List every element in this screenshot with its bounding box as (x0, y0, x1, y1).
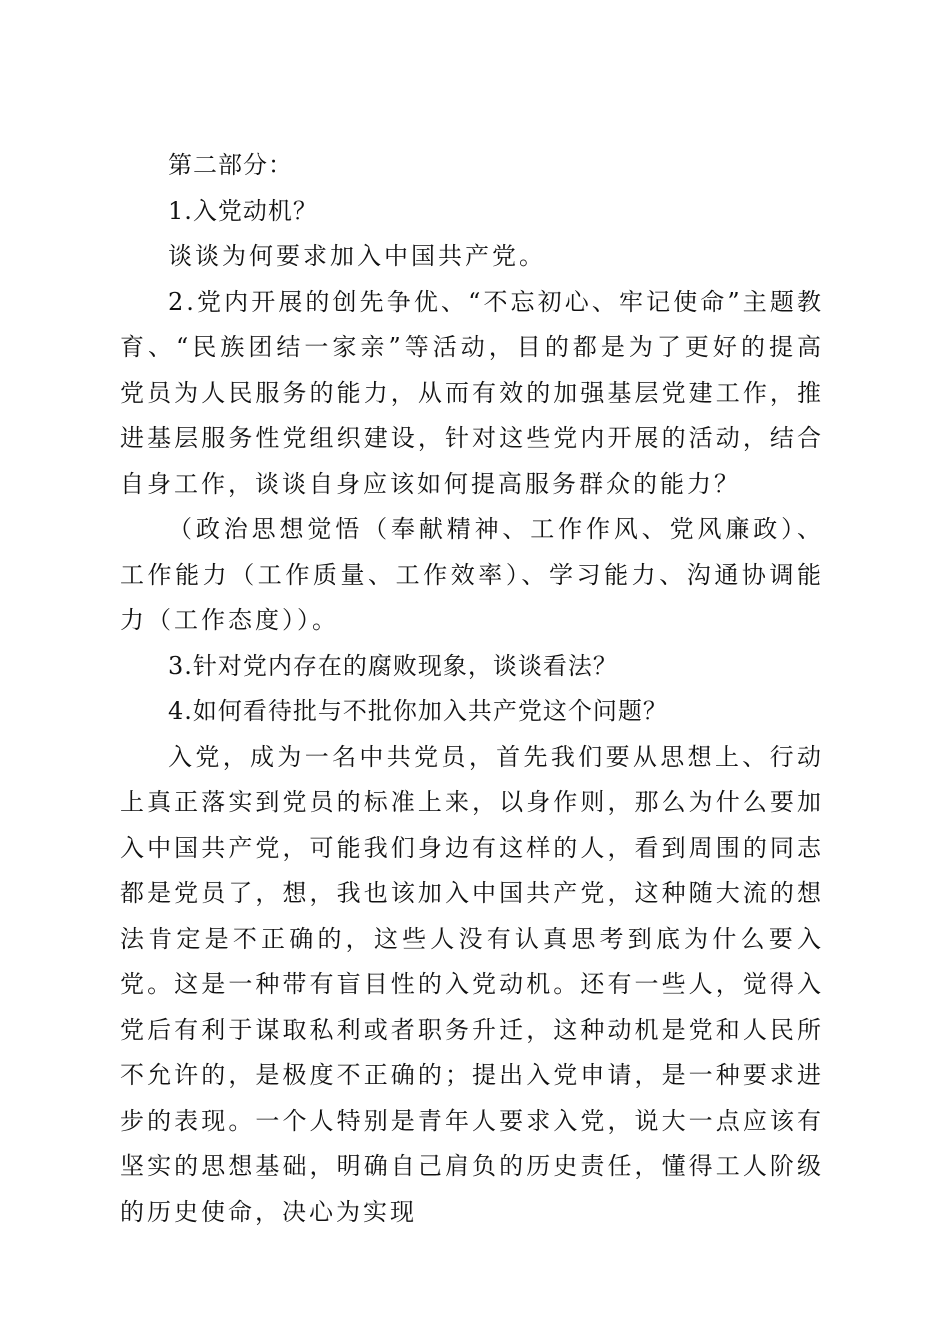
answer-paragraph: 入党，成为一名中共党员，首先我们要从思想上、行动上真正落实到党员的标准上来，以身作则，那么为什么要加入中国共产党，可能我们身边有这样的人，看到周围的同志都是党员了，想，我也该加入中国共产党，这种随大流的想法肯定是不正确的，这些人没有认真思考到底为什么要入党。这是一种带有盲目性的入党动机。还有一些人，觉得入党后有利于谋取私利或者职务升迁，这种动机是党和人民所不允许的，是极度不正确的；提出入党申请，是一种要求进步的表现。一个人特别是青年人要求入党，说大一点应该有坚实的思想基础，明确自己肩负的历史责任，懂得工人阶级的历史使命，决心为实现 (120, 742, 824, 1226)
question-3-title: 3.针对党内存在的腐败现象，谈谈看法？ (168, 651, 618, 680)
document-body (120, 143, 824, 1235)
question-4-title: 4.如何看待批与不批你加入共产党这个问题？ (168, 697, 668, 725)
question-1-body: 谈谈为何要求加入中国共产党。 (168, 242, 546, 270)
section-title: 第二部分： (168, 151, 293, 179)
question-2-paragraph: 2.党内开展的创先争优、“不忘初心、牢记使命”主题教育、“民族团结一家亲”等活动，目的都是为了更好的提高党员为人民服务的能力，从而有效的加强基层党建工作，推进基层服务性党组织建设，针对这些党内开展的活动，结合自身工作，谈谈自身应该如何提高服务群众的能力？ (120, 287, 824, 498)
question-1-title: 1.入党动机？ (168, 196, 318, 225)
question-2-note: （政治思想觉悟（奉献精神、工作作风、党风廉政）、工作能力（工作质量、工作效率）、学习能力、沟通协调能力（工作态度））。 (120, 515, 824, 634)
